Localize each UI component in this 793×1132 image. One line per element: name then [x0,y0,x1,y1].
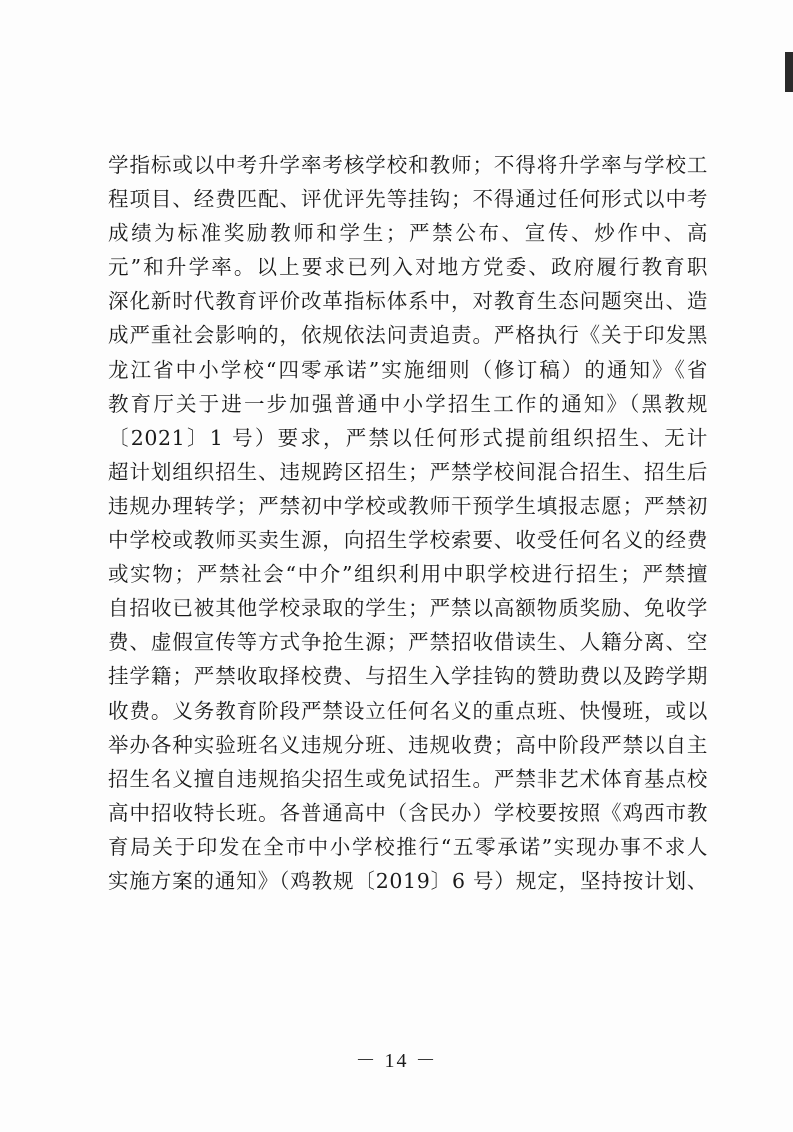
text-line: 超计划组织招生、违规跨区招生；严禁学校间混合招生、招生后 [108,459,708,484]
text-line: 成严重社会影响的，依规依法问责追责。严格执行《关于印发黑 [108,323,708,348]
text-line: 育局关于印发在全市中小学校推行“五零承诺”实现办事不求人 [108,834,708,859]
text-line: 中学校或教师买卖生源，向招生学校索要、收受任何名义的经费 [108,528,708,553]
text-line: 〔2021〕1 号）要求，严禁以任何形式提前组织招生、无计 [108,425,708,450]
scan-edge-mark [785,52,793,92]
text-line: 元”和升学率。以上要求已列入对地方党委、政府履行教育职 [108,255,708,280]
text-line: 教育厅关于进一步加强普通中小学招生工作的通知》（黑教规 [108,391,708,416]
text-line: 违规办理转学；严禁初中学校或教师干预学生填报志愿；严禁初 [108,493,708,518]
text-line: 或实物；严禁社会“中介”组织利用中职学校进行招生；严禁擅 [108,562,708,587]
page-number: － 14 － [355,1050,438,1072]
text-line: 自招收已被其他学校录取的学生；严禁以高额物质奖励、免收学 [108,596,708,621]
text-line: 深化新时代教育评价改革指标体系中，对教育生态问题突出、造 [108,289,708,314]
text-line: 成绩为标准奖励教师和学生；严禁公布、宣传、炒作中、高 [108,221,708,246]
text-line: 程项目、经费匹配、评优评先等挂钩；不得通过任何形式以中考 [108,187,708,212]
text-line: 学指标或以中考升学率考核学校和教师；不得将升学率与学校工 [108,153,708,177]
text-line: 龙江省中小学校“四零承诺”实施细则（修订稿）的通知》《省 [108,357,708,382]
text-line: 实施方案的通知》（鸡教规〔2019〕6 号）规定，坚持按计划、 [108,868,708,893]
text-line: 挂学籍；严禁收取择校费、与招生入学挂钩的赞助费以及跨学期 [108,664,708,689]
text-line: 举办各种实验班名义违规分班、违规收费；高中阶段严禁以自主 [108,732,708,757]
text-line: 费、虚假宣传等方式争抢生源；严禁招收借读生、人籍分离、空 [108,630,708,655]
body-text [108,148,708,898]
text-line: 高中招收特长班。各普通高中（含民办）学校要按照《鸡西市教 [108,800,708,825]
text-line: 收费。义务教育阶段严禁设立任何名义的重点班、快慢班，或以 [108,698,708,723]
text-line: 招生名义擅自违规掐尖招生或免试招生。严禁非艺术体育基点校 [108,766,708,791]
